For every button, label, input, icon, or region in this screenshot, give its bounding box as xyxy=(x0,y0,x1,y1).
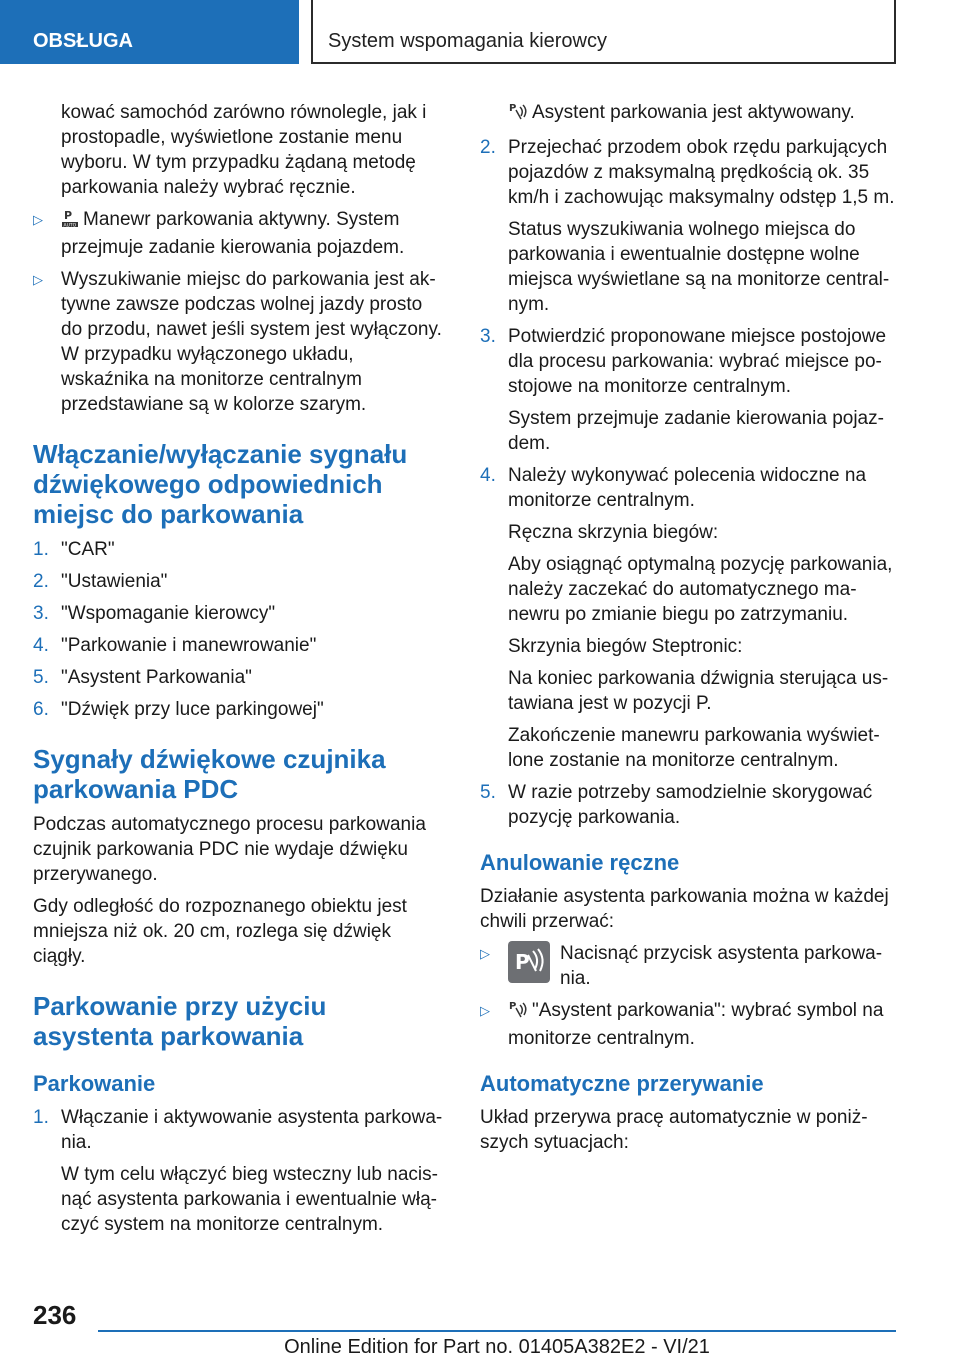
paragraph: Działanie asystenta parkowania można w każdej chwili przerwać: xyxy=(480,886,889,932)
bullet-text: Nacisnąć przycisk asystenta parkowania. xyxy=(560,943,883,989)
subsection-heading: Anulowanie ręczne xyxy=(480,850,680,875)
step-text: "Asystent Parkowania" xyxy=(61,667,252,688)
step-number: 6. xyxy=(33,699,49,720)
step-text: "Ustawienia" xyxy=(61,571,168,592)
park-auto-icon xyxy=(61,208,79,235)
step-number: 5. xyxy=(33,667,49,688)
paragraph: Podczas automatycznego procesu parkowania czujnik parkowania PDC nie wydaje dźwięku przerywanego. xyxy=(33,814,426,885)
park-assist-icon xyxy=(508,999,528,1026)
page-number: 236 xyxy=(33,1300,77,1330)
step-text: W razie potrzeby samodzielnie skorygować pozycję parkowania. xyxy=(508,782,873,828)
svg-text:P: P xyxy=(509,1001,517,1012)
section-heading: Parkowanie przy użyciu asystenta parkowania xyxy=(33,991,327,1051)
step-number: 4. xyxy=(33,635,49,656)
svg-text:P: P xyxy=(509,103,517,114)
intro-paragraph: kować samochód zarówno równolegle, jak i prostopadle, wyświetlone zostanie menu wyboru. W tym przypadku żądaną metodę parkowania należy wybrać ręcznie. xyxy=(61,102,427,198)
page-header xyxy=(0,0,960,66)
triangle-right-icon: ▷ xyxy=(480,1003,490,1018)
step-item xyxy=(480,463,896,773)
left-column xyxy=(33,100,445,1244)
step-item xyxy=(33,537,445,562)
triangle-right-icon: ▷ xyxy=(33,272,43,287)
step-item xyxy=(480,780,896,830)
section-title: OBSŁUGA xyxy=(0,0,299,64)
footer-divider xyxy=(98,1330,896,1332)
step-number: 2. xyxy=(480,137,496,158)
park-assist-button-icon xyxy=(508,941,550,983)
step-text: "Parkowanie i manewrowanie" xyxy=(61,635,317,656)
step-item xyxy=(33,697,445,722)
step-item xyxy=(33,633,445,658)
right-column xyxy=(480,100,896,1162)
step-text: "CAR" xyxy=(61,539,115,560)
step-number: 3. xyxy=(480,326,496,347)
step-detail: Status wyszukiwania wolnego miejsca do parkowania i ewentualnie dostępne wolne miejsca wyświetlane są na monitorze centralnym. xyxy=(508,219,890,315)
step-text: "Dźwięk przy luce parkingowej" xyxy=(61,699,324,720)
step-text: Włączanie i aktywowanie asystenta parkowania. xyxy=(61,1107,443,1153)
bullet-text: "Asystent parkowania": wybrać symbol na monitorze centralnym. xyxy=(508,1000,884,1049)
svg-text:P: P xyxy=(515,950,530,974)
step-text: Przejechać przodem obok rzędu parkujących pojazdów z maksymalną prędkością ok. 35 km/h i zachowując maksymalny odstęp 1,5 m. xyxy=(508,137,895,208)
step-number: 1. xyxy=(33,539,49,560)
step-text: Należy wykonywać polecenia widoczne na monitorze centralnym. xyxy=(508,465,867,511)
step-number: 2. xyxy=(33,571,49,592)
step-detail: System przejmuje zadanie kierowania pojazdem. xyxy=(508,408,884,454)
subsection-heading: Automatyczne przerywanie xyxy=(480,1071,764,1096)
step-detail: Na koniec parkowania dźwignia sterująca ustawiana jest w pozycji P. xyxy=(508,668,889,714)
svg-text:P: P xyxy=(64,209,73,222)
bullet-item xyxy=(33,267,445,417)
step-item xyxy=(480,324,896,456)
step-number: 3. xyxy=(33,603,49,624)
bullet-text: Wyszukiwanie miejsc do parkowania jest aktywne zawsze podczas wolnej jazdy prosto do przodu, nawet jeśli system jest wyłączony. W przypadku wyłączonego układu, wskaźnika na monitorze centralnym przedstawiane są w kolorze szarym. xyxy=(61,269,442,415)
step-number: 1. xyxy=(33,1107,49,1128)
paragraph: Układ przerywa pracę automatycznie w poniższych sytuacjach: xyxy=(480,1107,868,1153)
triangle-right-icon: ▷ xyxy=(480,946,490,961)
edition-footer: Online Edition for Part no. 01405A382E2 - VI/21 xyxy=(284,1336,710,1358)
bullet-text: Manewr parkowania aktywny. System przejmuje zadanie kierowania pojazdem. xyxy=(61,209,405,258)
parking-steps-list xyxy=(480,135,896,830)
step-item xyxy=(33,569,445,594)
paragraph: Gdy odległość do rozpoznanego obiektu jest mniejsza niż ok. 20 cm, rozlega się dźwięk ciągły. xyxy=(33,896,407,967)
step-text: "Wspomaganie kierowcy" xyxy=(61,603,276,624)
step-item xyxy=(480,135,896,317)
bullet-item xyxy=(480,941,896,991)
step-text: Potwierdzić proponowane miejsce postojowe dla procesu parkowania: wybrać miejsce postojowe na monitorze centralnym. xyxy=(508,326,887,397)
step-item xyxy=(33,601,445,626)
bullet-item xyxy=(33,207,445,260)
intro-paragraph: P Asystent parkowania jest aktywowany. xyxy=(480,100,896,128)
section-heading: Włączanie/wyłączanie sygnału dźwiękowego odpowiednich miejsc do parkowania xyxy=(33,439,408,529)
step-detail: Skrzynia biegów Steptronic: xyxy=(508,636,743,657)
step-detail: W tym celu włączyć bieg wsteczny lub nacisnąć asystenta parkowania i ewentualnie włączyć system na monitorze centralnym. xyxy=(61,1164,438,1235)
step-number: 5. xyxy=(480,782,496,803)
step-item xyxy=(33,1105,445,1237)
svg-text:AUTO: AUTO xyxy=(63,223,77,228)
step-detail: Aby osiągnąć optymalną pozycję parkowania, należy zaczekać do automatycznego manewru po zmianie biegu po zatrzymaniu. xyxy=(508,554,893,625)
step-detail: Ręczna skrzynia biegów: xyxy=(508,522,719,543)
triangle-right-icon: ▷ xyxy=(33,212,43,227)
step-detail: Zakończenie manewru parkowania wyświetlone zostanie na monitorze centralnym. xyxy=(508,725,880,771)
chapter-title: System wspomagania kierowcy xyxy=(311,0,896,64)
subsection-heading: Parkowanie xyxy=(33,1071,156,1096)
bullet-item xyxy=(480,998,896,1051)
step-number: 4. xyxy=(480,465,496,486)
park-assist-icon xyxy=(508,101,528,128)
step-item xyxy=(33,665,445,690)
settings-steps-list xyxy=(33,537,445,722)
section-heading: Sygnały dźwiękowe czujnika parkowania PDC xyxy=(33,744,386,804)
